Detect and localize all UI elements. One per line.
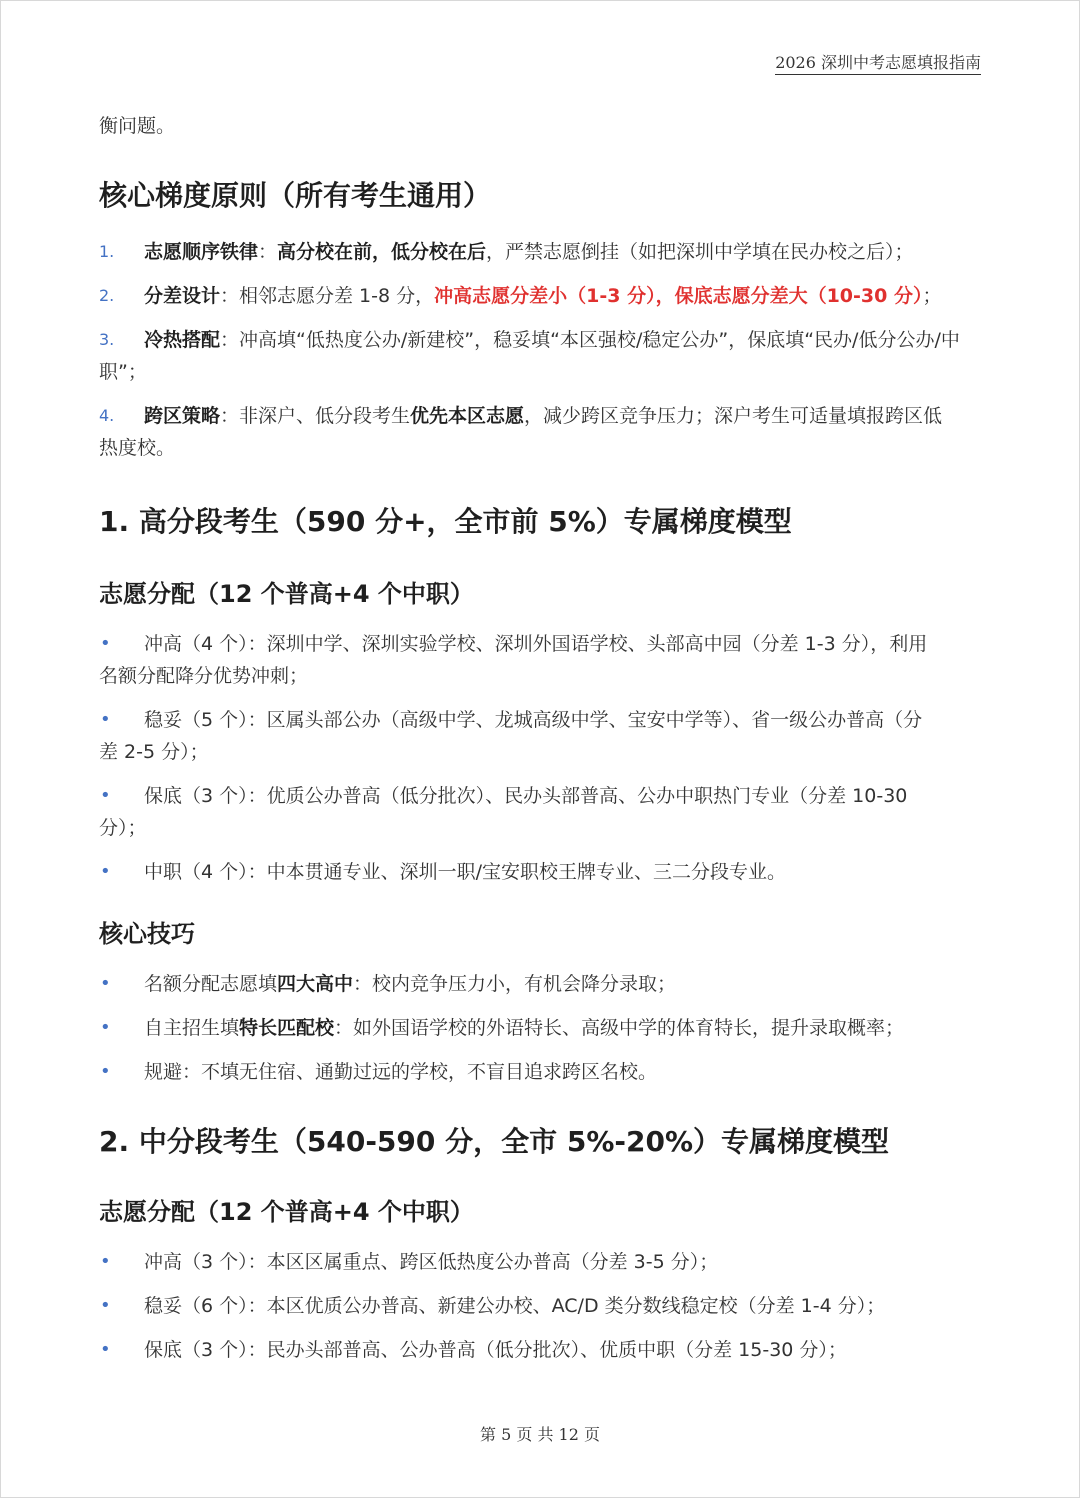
bold-term: 分差设计 <box>144 285 221 307</box>
list-number: 1. <box>99 242 115 261</box>
section1-tips-list <box>99 968 983 1088</box>
bold-term: 志愿顺序铁律 <box>144 241 259 263</box>
item-text: 中职（4 个）：中本贯通专业、深圳一职/宝安职校王牌专业、三二分段专业。 <box>144 861 787 883</box>
item-text: 保底（3 个）：民办头部普高、公办普高（低分批次）、优质中职（分差 15-30 分）； <box>144 1339 847 1361</box>
item-text: ，严禁志愿倒挂（如把深圳中学填在民办校之后）； <box>486 241 914 263</box>
list-item <box>99 1012 983 1044</box>
item-text-wrap: 热度校。 <box>99 437 176 459</box>
bullet-icon: • <box>100 785 111 806</box>
list-item <box>99 628 983 692</box>
list-item <box>99 856 983 888</box>
highlight-text: 冲高志愿分差小（1-3 分），保底志愿分差大（10-30 分） <box>434 285 923 307</box>
section1-alloc-list <box>99 628 983 888</box>
bullet-icon: • <box>100 1251 111 1272</box>
intro-text: 衡问题。 <box>99 115 176 137</box>
bold-term: 优先本区志愿 <box>410 405 525 427</box>
list-number: 2. <box>99 286 115 305</box>
item-text: 保底（3 个）：优质公办普高（低分批次）、民办头部普高、公办中职热门专业（分差 10-30 <box>144 785 908 807</box>
item-text: 名额分配志愿填 <box>144 973 278 995</box>
bullet-icon: • <box>100 1339 111 1360</box>
list-item <box>99 324 983 388</box>
bullet-icon: • <box>100 1061 111 1082</box>
core-principles-title: 核心梯度原则（所有考生通用） <box>99 179 492 212</box>
item-text: ：如外国语学校的外语特长、高级中学的体育特长，提升录取概率； <box>334 1017 905 1039</box>
list-item <box>99 968 983 1000</box>
item-text: ：冲高填“低热度公办/新建校”，稳妥填“本区强校/稳定公办”，保底填“民办/低分公办/中 <box>220 329 960 351</box>
list-item <box>99 236 983 268</box>
item-text: ，减少跨区竞争压力；深户考生可适量填报跨区低 <box>524 405 943 427</box>
item-text-wrap: 职”； <box>99 361 147 383</box>
bold-term: 高分校在前，低分校在后 <box>277 241 487 263</box>
list-item <box>99 704 983 768</box>
item-text: 冲高（3 个）：本区区属重点、跨区低热度公办普高（分差 3-5 分）； <box>144 1251 719 1273</box>
list-item <box>99 780 983 844</box>
item-text: 稳妥（5 个）：区属头部公办（高级中学、龙城高级中学、宝安中学等）、省一级公办普高（分 <box>144 709 923 731</box>
running-header: 2026 深圳中考志愿填报指南 <box>775 50 981 75</box>
bullet-icon: • <box>100 709 111 730</box>
bold-term: 冷热搭配 <box>144 329 221 351</box>
section1-tips-title: 核心技巧 <box>99 920 195 948</box>
item-text: ：相邻志愿分差 1-8 分， <box>220 285 435 307</box>
list-item <box>99 400 983 464</box>
section1-alloc-title: 志愿分配（12 个普高+4 个中职） <box>99 580 474 608</box>
bullet-icon: • <box>100 1017 111 1038</box>
item-text-wrap: 差 2-5 分）； <box>99 741 209 763</box>
item-text: 冲高（4 个）：深圳中学、深圳实验学校、深圳外国语学校、头部高中园（分差 1-3 分），利用 <box>144 633 928 655</box>
list-item <box>99 1246 983 1278</box>
list-item <box>99 1290 983 1322</box>
section2-title: 2. 中分段考生（540-590 分，全市 5%-20%）专属梯度模型 <box>99 1125 890 1158</box>
bullet-icon: • <box>100 861 111 882</box>
bold-term: 四大高中 <box>277 973 354 995</box>
bullet-icon: • <box>100 973 111 994</box>
section1-title: 1. 高分段考生（590 分+，全市前 5%）专属梯度模型 <box>99 505 792 538</box>
item-text: 稳妥（6 个）：本区优质公办普高、新建公办校、AC/D 类分数线稳定校（分差 1-4 分）； <box>144 1295 886 1317</box>
bullet-icon: • <box>100 1295 111 1316</box>
item-text: ：校内竞争压力小，有机会降分录取； <box>353 973 677 995</box>
item-text: ：非深户、低分段考生 <box>220 405 411 427</box>
list-number: 4. <box>99 406 115 425</box>
section2-alloc-list <box>99 1246 983 1366</box>
list-item <box>99 1056 983 1088</box>
bullet-icon: • <box>100 633 111 654</box>
list-item <box>99 280 983 312</box>
list-number: 3. <box>99 330 115 349</box>
item-text-wrap: 分）； <box>99 817 147 839</box>
item-text-wrap: 名额分配降分优势冲刺； <box>99 665 309 687</box>
item-text: ； <box>922 285 942 307</box>
item-text: ： <box>258 241 278 263</box>
page-number: 第 5 页 共 12 页 <box>480 1425 600 1444</box>
item-text: 规避：不填无住宿、通勤过远的学校，不盲目追求跨区名校。 <box>144 1061 658 1083</box>
list-item <box>99 1334 983 1366</box>
page-content <box>99 110 983 1366</box>
core-principles-list <box>99 236 983 464</box>
item-text: 自主招生填 <box>144 1017 240 1039</box>
bold-term: 特长匹配校 <box>239 1017 335 1039</box>
section2-alloc-title: 志愿分配（12 个普高+4 个中职） <box>99 1198 474 1226</box>
bold-term: 跨区策略 <box>144 405 221 427</box>
